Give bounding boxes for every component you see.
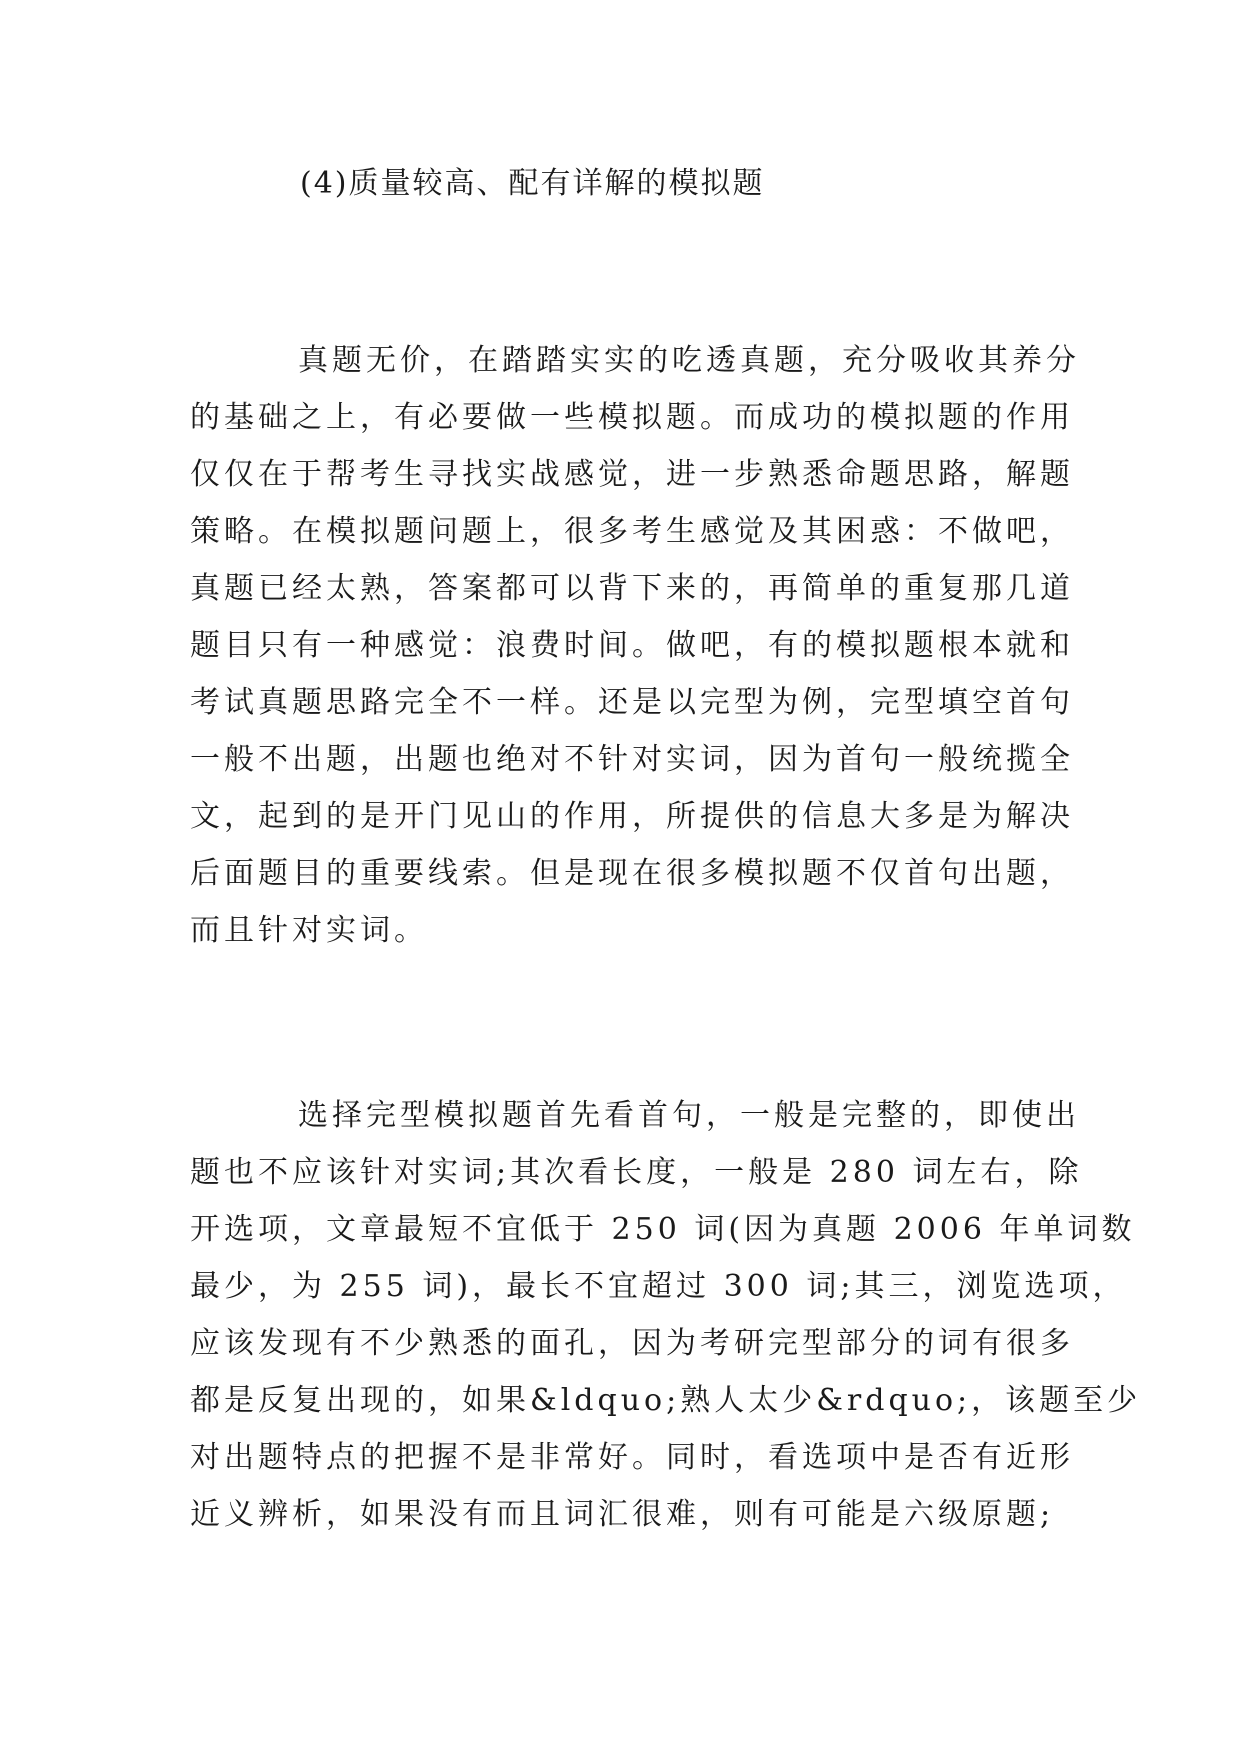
paragraph-line: 近义辨析，如果没有而且词汇很难，则有可能是六级原题;	[190, 1497, 1055, 1532]
paragraph-line: 考试真题思路完全不一样。还是以完型为例，完型填空首句	[190, 685, 1074, 720]
paragraph-line: 的基础之上，有必要做一些模拟题。而成功的模拟题的作用	[190, 400, 1074, 435]
section-heading: (4)质量较高、配有详解的模拟题	[300, 166, 765, 201]
paragraph-line: 对出题特点的把握不是非常好。同时，看选项中是否有近形	[190, 1440, 1074, 1475]
paragraph-line: 选择完型模拟题首先看首句，一般是完整的，即使出	[298, 1098, 1080, 1133]
paragraph-line: 应该发现有不少熟悉的面孔，因为考研完型部分的词有很多	[190, 1326, 1074, 1361]
paragraph-line: 都是反复出现的，如果&ldquo;熟人太少&rdquo;，该题至少	[190, 1383, 1142, 1418]
paragraph-line: 后面题目的重要线索。但是现在很多模拟题不仅首句出题，	[190, 856, 1074, 891]
paragraph-line: 题目只有一种感觉：浪费时间。做吧，有的模拟题根本就和	[190, 628, 1074, 663]
paragraph-line: 题也不应该针对实词;其次看长度，一般是 280 词左右，除	[190, 1155, 1083, 1190]
paragraph-line: 策略。在模拟题问题上，很多考生感觉及其困惑：不做吧，	[190, 514, 1074, 549]
paragraph-line: 真题无价，在踏踏实实的吃透真题，充分吸收其养分	[298, 343, 1080, 378]
paragraph-2	[190, 1087, 1142, 1543]
paragraph-line: 一般不出题，出题也绝对不针对实词，因为首句一般统揽全	[190, 742, 1074, 777]
paragraph-line: 最少，为 255 词)，最长不宜超过 300 词;其三，浏览选项，	[190, 1269, 1127, 1304]
paragraph-line: 真题已经太熟，答案都可以背下来的，再简单的重复那几道	[190, 571, 1074, 606]
paragraph-line: 文，起到的是开门见山的作用，所提供的信息大多是为解决	[190, 799, 1074, 834]
paragraph-line: 开选项，文章最短不宜低于 250 词(因为真题 2006 年单词数	[190, 1212, 1136, 1247]
paragraph-line: 而且针对实词。	[190, 913, 428, 948]
paragraph-line: 仅仅在于帮考生寻找实战感觉，进一步熟悉命题思路，解题	[190, 457, 1074, 492]
paragraph-1	[190, 332, 1080, 959]
